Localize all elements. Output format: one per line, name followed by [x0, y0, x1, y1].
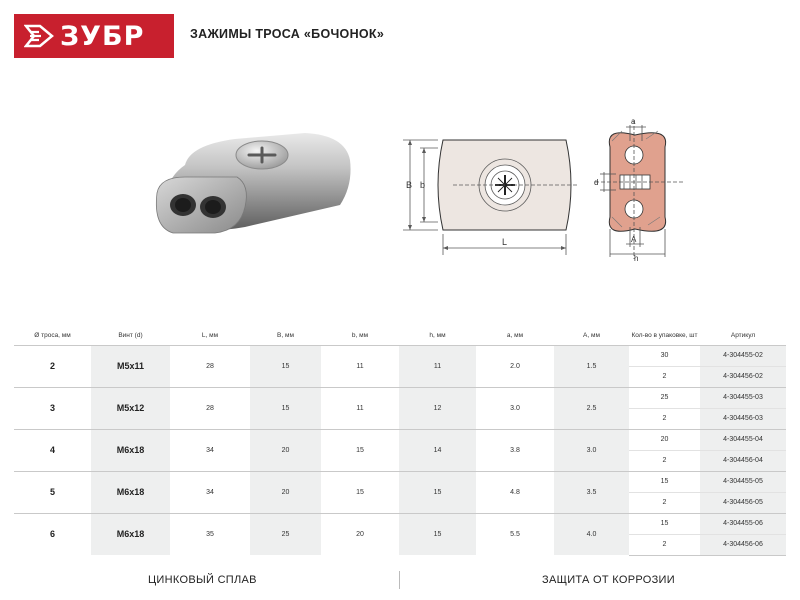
cable-diameter-cell: 5	[14, 471, 91, 513]
header-a: a, мм	[476, 327, 554, 345]
b-cell: 15	[321, 471, 399, 513]
table-row	[14, 471, 786, 492]
B-cell: 15	[250, 345, 321, 387]
dimension-b-label: b	[420, 180, 426, 190]
a-cell: 3.8	[476, 429, 554, 471]
product-title: ЗАЖИМЫ ТРОСА «БОЧОНОК»	[190, 27, 385, 41]
quantity-cell: 2	[629, 534, 700, 555]
quantity-cell: 25	[629, 387, 700, 408]
A-cell: 3.0	[554, 429, 629, 471]
dimension-A-label: A	[631, 235, 637, 244]
A-cell: 2.5	[554, 387, 629, 429]
L-cell: 34	[170, 429, 250, 471]
A-cell: 4.0	[554, 513, 629, 555]
L-cell: 28	[170, 387, 250, 429]
screw-cell: M6x18	[91, 429, 170, 471]
L-cell: 34	[170, 471, 250, 513]
b-cell: 11	[356, 362, 364, 370]
dimension-B-label: B	[406, 180, 413, 190]
header-cable-diameter: Ø троса, мм	[14, 327, 91, 345]
header-screw: Винт (d)	[91, 327, 170, 345]
A-cell: 1.5	[554, 345, 629, 387]
front-view-drawing	[398, 130, 593, 260]
quantity-cell: 2	[629, 408, 700, 429]
B-cell: 15	[250, 387, 321, 429]
article-cell: 4-304455-05	[700, 471, 786, 492]
screw-cell: M5x11	[91, 345, 170, 387]
b-cell: 11	[321, 387, 399, 429]
header-quantity: Кол-во в упаковке, шт	[629, 327, 700, 345]
footer-bar	[0, 566, 800, 594]
material-label: ЦИНКОВЫЙ СПЛАВ	[148, 574, 257, 586]
b-cell: 15	[321, 429, 399, 471]
table-header-row	[14, 327, 786, 345]
quantity-cell: 2	[629, 450, 700, 471]
article-cell: 4-304455-02	[700, 345, 786, 366]
cable-diameter-cell: 4	[14, 429, 91, 471]
article-cell: 4-304456-04	[700, 450, 786, 471]
quantity-cell: 20	[629, 429, 700, 450]
a-cell: 4.8	[476, 471, 554, 513]
h-cell: 15	[399, 513, 476, 555]
table-row	[14, 345, 786, 366]
table-row	[14, 513, 786, 534]
specs-table	[14, 327, 786, 556]
L-cell: 28	[206, 362, 214, 370]
B-cell: 20	[250, 471, 321, 513]
header-article: Артикул	[700, 327, 786, 345]
h-cell: 14	[399, 429, 476, 471]
table-row	[14, 387, 786, 408]
h-cell: 11	[399, 345, 476, 387]
footer-divider	[399, 571, 400, 589]
dimension-d-label: d	[594, 178, 599, 187]
B-cell: 20	[250, 429, 321, 471]
bison-arrow-icon	[24, 22, 54, 50]
screw-cell: M6x18	[91, 513, 170, 555]
L-cell: 35	[170, 513, 250, 555]
brand-logo	[14, 14, 174, 58]
product-photo	[145, 125, 360, 245]
side-view-drawing	[590, 117, 690, 262]
quantity-cell: 2	[629, 492, 700, 513]
cable-diameter-cell: 6	[14, 513, 91, 555]
article-cell: 4-304456-02	[700, 366, 786, 387]
article-cell: 4-304456-06	[700, 534, 786, 555]
header-B: B, мм	[250, 327, 321, 345]
quantity-cell: 15	[629, 513, 700, 534]
table-row	[14, 429, 786, 450]
a-cell: 3.0	[476, 387, 554, 429]
cable-diameter-cell: 3	[14, 387, 91, 429]
a-cell: 2.0	[510, 362, 520, 370]
cable-diameter-cell: 2	[49, 361, 55, 371]
header-L: L, мм	[170, 327, 250, 345]
quantity-cell: 30	[660, 352, 669, 359]
h-cell: 15	[399, 471, 476, 513]
header-A: A, мм	[554, 327, 629, 345]
dimension-h-label: h	[634, 254, 639, 262]
quantity-cell: 15	[629, 471, 700, 492]
brand-name: ЗУБР	[60, 20, 145, 52]
b-cell: 20	[321, 513, 399, 555]
screw-cell: M6x18	[91, 471, 170, 513]
h-cell: 12	[399, 387, 476, 429]
article-cell: 4-304456-03	[700, 408, 786, 429]
quantity-cell: 2	[629, 366, 700, 387]
article-cell: 4-304456-05	[700, 492, 786, 513]
corrosion-protection-label: ЗАЩИТА ОТ КОРРОЗИИ	[542, 574, 675, 586]
A-cell: 3.5	[554, 471, 629, 513]
article-cell: 4-304455-03	[700, 387, 786, 408]
a-cell: 5.5	[476, 513, 554, 555]
header-b: b, мм	[321, 327, 399, 345]
article-cell: 4-304455-04	[700, 429, 786, 450]
screw-cell: M5x12	[91, 387, 170, 429]
dimension-L-label: L	[502, 237, 508, 247]
article-cell: 4-304455-06	[700, 513, 786, 534]
B-cell: 25	[250, 513, 321, 555]
dimension-a-label: a	[631, 117, 636, 126]
header-h: h, мм	[399, 327, 476, 345]
